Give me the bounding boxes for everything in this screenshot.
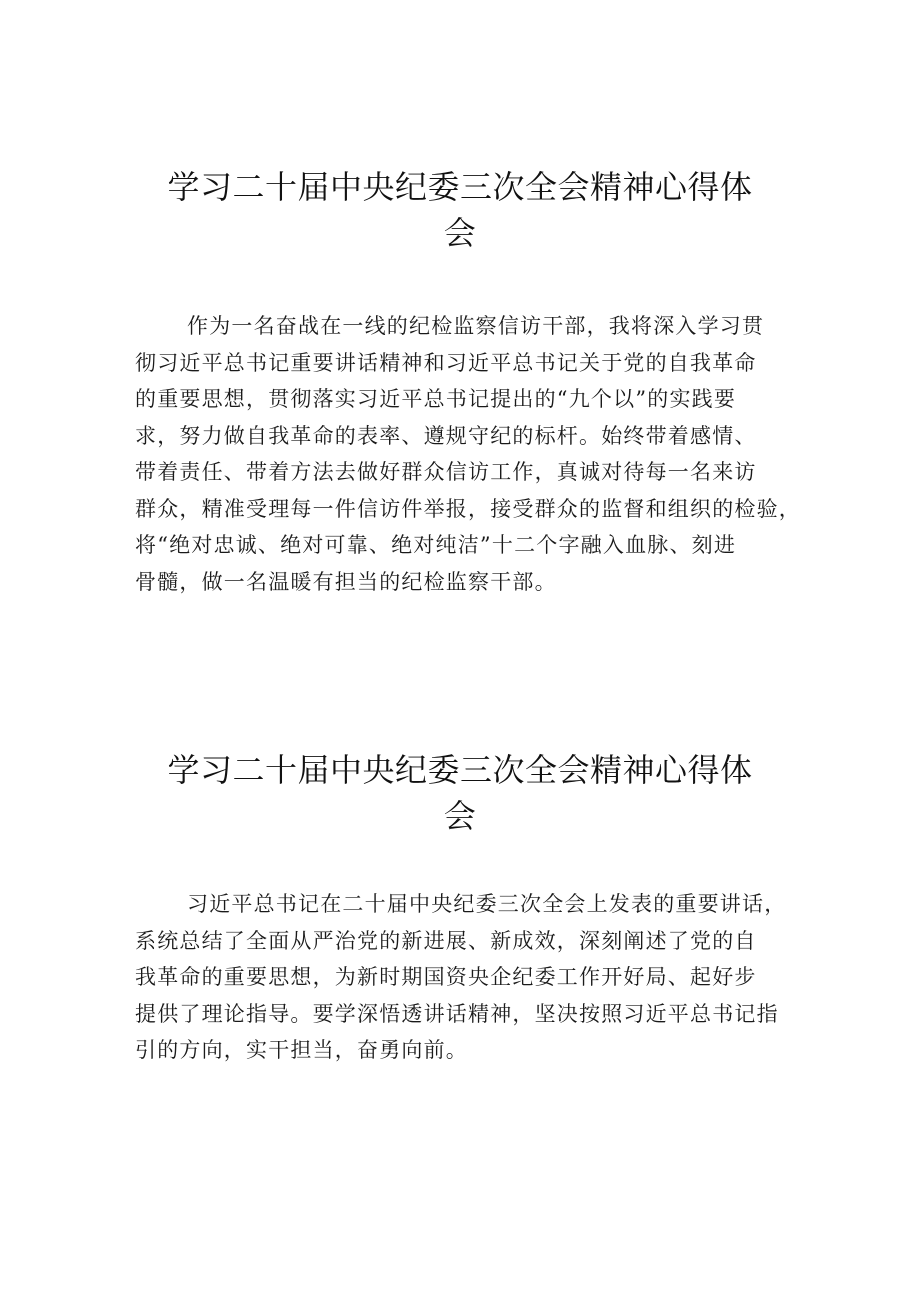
paragraph-line: 带着责任、带着方法去做好群众信访工作，真诚对待每一名来访 [135, 460, 757, 484]
paragraph-line: 我革命的重要思想，为新时期国资央企纪委工作开好局、起好步 [135, 965, 757, 989]
paragraph-line: 作为一名奋战在一线的纪检监察信访干部，我将深入学习贯 [187, 314, 765, 338]
paragraph-line: 将“绝对忠诚、绝对可靠、绝对纯洁”十二个字融入血脉、刻进 [135, 533, 737, 557]
paragraph-line: 提供了理论指导。要学深悟透讲话精神，坚决按照习近平总书记指 [135, 1001, 779, 1026]
paragraph-line: 系统总结了全面从严治党的新进展、新成效，深刻阐述了党的自 [135, 928, 757, 953]
paragraph-line: 的重要思想，贯彻落实习近平总书记提出的“九个以”的实践要 [135, 387, 737, 411]
paragraph-line: 习近平总书记在二十届中央纪委三次全会上发表的重要讲话， [187, 892, 787, 916]
paragraph-line: 群众，精准受理每一件信访件举报，接受群众的监督和组织的检验， [135, 496, 801, 521]
section-2-title-line-1: 学习二十届中央纪委三次全会精神心得体 [167, 751, 753, 789]
section-1-title-line-1: 学习二十届中央纪委三次全会精神心得体 [167, 168, 753, 206]
section-1-title-line-2: 会 [443, 214, 477, 252]
section-1-paragraph [135, 308, 801, 600]
paragraph-line: 求，努力做自我革命的表率、遵规守纪的标杆。始终带着感情、 [135, 423, 757, 448]
section-1-title [150, 164, 770, 256]
paragraph-line: 引的方向，实干担当，奋勇向前。 [135, 1038, 468, 1062]
paragraph-line: 骨髓，做一名温暖有担当的纪检监察干部。 [135, 569, 557, 594]
paragraph-line: 彻习近平总书记重要讲话精神和习近平总书记关于党的自我革命 [135, 350, 757, 375]
section-2-title-line-2: 会 [443, 797, 477, 835]
section-2-title [150, 747, 770, 839]
section-2-paragraph [135, 886, 795, 1069]
